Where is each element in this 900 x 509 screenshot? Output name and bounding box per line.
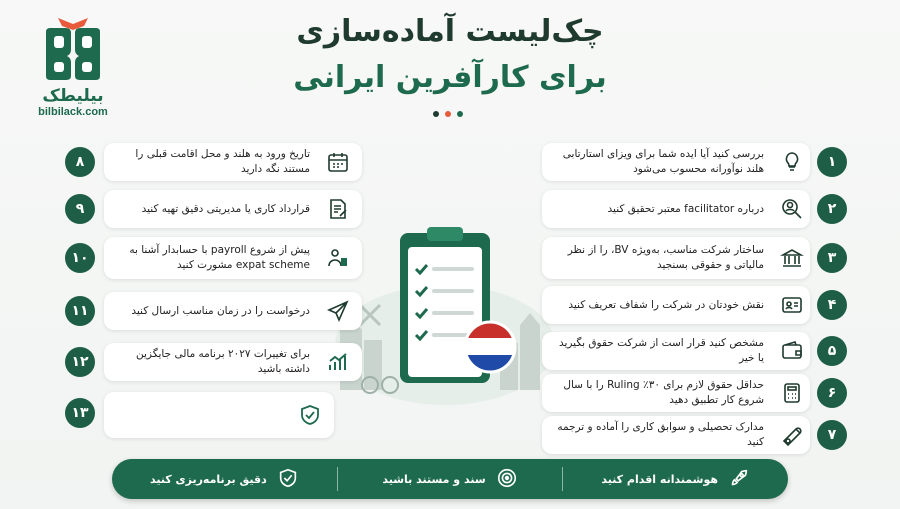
item-number-3: ۳ bbox=[817, 243, 847, 273]
checklist-item-7 bbox=[542, 416, 810, 454]
contract-icon bbox=[320, 191, 356, 227]
item-text: نقش خودتان در شرکت را شفاف تعریف کنید bbox=[568, 298, 764, 311]
item-number-8: ۸ bbox=[65, 147, 95, 177]
accountant-icon bbox=[320, 240, 356, 276]
wallet-icon bbox=[774, 333, 810, 369]
footer-bar bbox=[112, 459, 788, 499]
footer-label: سند و مستند باشید bbox=[382, 472, 486, 486]
brand-name: بیلیطک bbox=[42, 86, 104, 106]
checklist-item-9 bbox=[104, 190, 362, 228]
search-user-icon bbox=[774, 191, 810, 227]
target-icon bbox=[496, 467, 518, 492]
dot bbox=[445, 111, 451, 117]
item-text: برای تغییرات ۲۰۲۷ برنامه مالی جایگزین داشته باشید bbox=[135, 348, 310, 375]
checklist-item-3 bbox=[542, 237, 810, 279]
checklist-item-10 bbox=[104, 237, 362, 279]
footer-label: هوشمندانه اقدام کنید bbox=[601, 472, 719, 486]
checklist-item-1 bbox=[542, 143, 810, 181]
item-text: حداقل حقوق لازم برای ۳۰٪ Ruling را با سال شروع کار تطبیق دهید bbox=[563, 379, 764, 406]
footer-label: دقیق برنامه‌ریزی کنید bbox=[149, 472, 267, 486]
checklist-item-6 bbox=[542, 374, 810, 412]
clipboard-illustration bbox=[330, 225, 560, 405]
item-number-12: ۱۲ bbox=[65, 347, 95, 377]
dot bbox=[433, 111, 439, 117]
item-number-6: ۶ bbox=[817, 378, 847, 408]
item-number-11: ۱۱ bbox=[65, 296, 95, 326]
checklist-item-2 bbox=[542, 190, 810, 228]
item-text: مشخص کنید قرار است از شرکت حقوق بگیرید یا خیر bbox=[558, 337, 764, 364]
checklist-item-13 bbox=[104, 392, 334, 438]
item-text: مدارک تحصیلی و سوابق کاری را آماده و ترجمه کنید bbox=[557, 421, 764, 448]
item-number-4: ۴ bbox=[817, 290, 847, 320]
checklist-item-11 bbox=[104, 292, 362, 330]
title-dots bbox=[433, 111, 463, 117]
item-text: درخواست را در زمان مناسب ارسال کنید bbox=[131, 304, 310, 317]
item-text: پیش از شروع payroll با حسابدار آشنا به expat scheme مشورت کنید bbox=[129, 244, 310, 271]
item-number-9: ۹ bbox=[65, 194, 95, 224]
item-text: درباره facilitator معتبر تحقیق کنید bbox=[607, 202, 764, 215]
diploma-icon bbox=[774, 417, 810, 453]
brand-url: bilbilack.com bbox=[38, 106, 108, 118]
checklist-item-12 bbox=[104, 343, 362, 381]
brand-logo bbox=[28, 14, 118, 118]
title-line-2: برای کارآفرین ایرانی bbox=[293, 60, 607, 95]
shield-check-icon bbox=[292, 397, 328, 433]
footer-item-docs bbox=[338, 467, 563, 492]
id-card-icon bbox=[774, 287, 810, 323]
title-line-1: چک‌لیست آماده‌سازی bbox=[296, 14, 604, 49]
checklist-item-8 bbox=[104, 143, 362, 181]
footer-item-act bbox=[563, 467, 788, 492]
item-number-1: ۱ bbox=[817, 147, 847, 177]
checklist-item-4 bbox=[542, 286, 810, 324]
item-text: بررسی کنید آیا ایده شما برای ویزای استارتابی هلند نوآورانه محسوب می‌شود bbox=[562, 148, 764, 175]
item-number-2: ۲ bbox=[817, 194, 847, 224]
calculator-icon bbox=[774, 375, 810, 411]
chart-up-icon bbox=[320, 344, 356, 380]
item-number-10: ۱۰ bbox=[65, 243, 95, 273]
logo-mark-icon bbox=[38, 14, 108, 84]
calendar-icon bbox=[320, 144, 356, 180]
checklist-item-5 bbox=[542, 332, 810, 370]
item-number-5: ۵ bbox=[817, 336, 847, 366]
shield-icon bbox=[277, 467, 299, 492]
bank-icon bbox=[774, 240, 810, 276]
item-text: تاریخ ورود به هلند و محل اقامت قبلی را مستند نگه دارید bbox=[135, 148, 310, 175]
footer-item-plan bbox=[112, 467, 337, 492]
item-number-13: ۱۳ bbox=[65, 398, 95, 428]
item-number-7: ۷ bbox=[817, 420, 847, 450]
send-icon bbox=[320, 293, 356, 329]
item-text: ساختار شرکت مناسب، به‌ویژه BV، را از نظر مالیاتی و حقوقی بسنجید bbox=[567, 244, 764, 271]
dot bbox=[457, 111, 463, 117]
rocket-icon bbox=[728, 467, 750, 492]
item-text: قرارداد کاری یا مدیریتی دقیق تهیه کنید bbox=[141, 202, 310, 215]
lightbulb-icon bbox=[774, 144, 810, 180]
